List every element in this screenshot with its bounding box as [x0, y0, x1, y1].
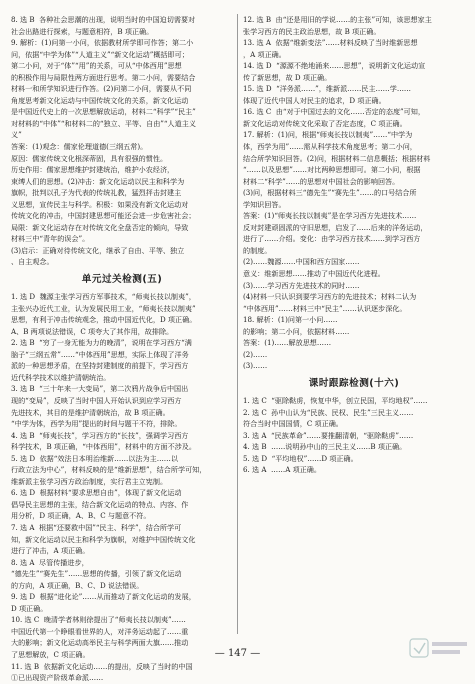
text-line: 束缚人们的思想。(2)冲击：新文化运动以民主和科学为	[11, 176, 185, 186]
text-line: 科学技术，B 项正确，“中体西用”，材料中的方面不涉及。	[11, 442, 196, 452]
watermark-logo-icon	[409, 636, 469, 662]
text-line: 第二小问，对于“体”“用”的关系，可从“中体西用”思想	[11, 61, 182, 71]
text-line: 近代科学技术以维护清朝统治。	[11, 372, 111, 382]
text-line: 9. 选 D 根据“进化论”……从而推动了新文化运动的发展，	[11, 592, 196, 602]
text-line: (3)……	[243, 361, 268, 371]
text-line: 先进技术，其目的是维护清朝统治，故 B 项正确。	[11, 407, 170, 417]
text-line: 6. 选 D 根据材料“要求思想自由”，体现了新文化运动	[11, 488, 182, 498]
text-line: 维新派主张学习西方政治制度，实行君主立宪制。	[11, 476, 168, 486]
text-line: 历史作用：儒家思想维护封建统治，维护小农经济，	[11, 165, 175, 175]
text-line: 9. 解析：(1)问第一小问，依据教材所学即可作答；第二小	[11, 38, 194, 48]
text-line: 答案：(1)“师夷长技以制夷”是在学习西方先进技术……	[243, 211, 417, 221]
right-bottom-text	[243, 395, 465, 476]
text-line: 现的“变局”，反映了当时中国人开始认识到应学习西方	[11, 395, 182, 405]
text-line: ，A 项正确。	[243, 49, 286, 59]
text-line: 角度思考新文化运动与中国传统文化的关系，新文化运动	[11, 95, 189, 105]
text-line: 旗帜，批判以孔子为代表的传统礼教，猛烈抨击封建主	[11, 188, 182, 198]
text-line: “德先生”“赛先生”……思想的传播，引领了新文化运动	[11, 569, 182, 579]
text-line: 5. 选 D “平均地权”……D 项正确。	[243, 453, 358, 463]
unit-test-heading: 单元过关检测(五)	[81, 274, 163, 286]
text-line: 材料二“科学”……的思想对中国社会的影响回答。	[243, 176, 400, 186]
text-line: 16. 选 C 由“对于中国过去的文化……否定的态度”可知，	[243, 107, 425, 117]
text-line: 材料三中“青年的误会”。	[11, 234, 90, 244]
text-line: 传了新思想，故 D 项正确。	[243, 72, 332, 82]
text-line: 学知识回答。	[243, 199, 286, 209]
text-line: D 项正确。	[11, 603, 48, 613]
text-line: 4. 选 B ……说明孙中山的三民主义……B 项正确。	[243, 442, 407, 452]
text-line: 4. 选 B “师夷长技”，学习西方的“长技”，强调学习西方	[11, 430, 189, 440]
text-line: 大的影响；新文化运动高举民主与科学两面大旗……推动	[11, 638, 189, 648]
text-line: 15. 选 D “洋务派……”，维新派……民主……学……	[243, 84, 412, 94]
text-line: (3)……学习西方先进技术的同时……	[243, 280, 360, 290]
text-line: 17. 解析：(1)问，根据“师夷长技以制夷”……“中学为	[243, 130, 413, 140]
text-line: 18. 解析：(1)问第一小问……	[243, 315, 338, 325]
text-line: 体，西学为用”……需从科学技术角度思考；第二小问，	[243, 142, 417, 152]
text-line: 7. 选 A 根据“还要救中国”“民主、科学”，结合所学可	[11, 522, 182, 532]
page-number: — 147 —	[214, 648, 261, 659]
text-line: 社会出路进行探索，与题意相符，B 项正确。	[11, 26, 154, 36]
text-line: 结合所学知识回答。(2)问，根据材料二信息概括；根据材料	[243, 153, 431, 163]
right-column	[243, 14, 465, 476]
text-line: 脑子“三纲五常”……“中体西用”思想，实际上体现了洋务	[11, 349, 189, 359]
text-line: 的制度。	[243, 245, 272, 255]
text-line: 反对封建顽固派的守旧思想，启发了……后来的洋务运动，	[243, 222, 428, 232]
text-line: (2)……	[243, 349, 268, 359]
text-line: 的方向，A 项正确，B、C、D 说法错误。	[11, 580, 144, 590]
text-line: A、B 两项说法错误，C 项夸大了其作用，故排除。	[11, 326, 174, 336]
text-line: 答案：(1)观念：儒家伦理道德(三纲五常)。	[11, 142, 148, 152]
text-line: 的积极作用与局限性两方面进行思考。第二小问，需要结合	[11, 72, 196, 82]
text-line: ①已出现资产阶级革命派……	[11, 673, 104, 683]
lesson-test-heading: 课时跟踪检测(十六)	[308, 377, 400, 389]
text-line: “中学为体，西学为用”提出的时间与题干不符，排除。	[11, 419, 182, 429]
text-line: 了思想解放，C 项正确。	[11, 649, 90, 659]
left-top-text	[11, 14, 233, 268]
text-line: 义”	[11, 130, 22, 140]
text-line: 材料一和所学知识进行作答。(2)问第二小问，需要从不同	[11, 84, 192, 94]
text-line: 传统文化的冲击，中国封建思想可能还会进一步危害社会；	[11, 211, 196, 221]
text-line: 3. 选 A “民族革命”……要推翻清朝，“驱除鞑虏”……	[243, 430, 414, 440]
text-line: 5. 选 D 依据“效法日本明治维新……以法为主……以	[11, 453, 178, 463]
text-line: “中体西用”……材料三中“民主”……认识逐步深化。	[243, 303, 407, 313]
text-line: 用分析，D 项正确，A、B、C 与题意不符。	[11, 511, 151, 521]
text-line: 新文化运动对传统文化采取了否定态度，C 项正确。	[243, 118, 407, 128]
text-line: “……以及思想”……对比两种思想即可。第二小问，根据	[243, 165, 421, 175]
text-line: 主张兴办近代工业，认为发展民用工业，“师夷长技以制夷”	[11, 303, 196, 313]
text-line: 答案：(1)……解放思想……	[243, 338, 332, 348]
text-line: 、自主观念。	[11, 257, 54, 267]
text-line: 对材料的“中体”“和材料二的“独立、平等、自由”“人道主义	[11, 118, 196, 128]
text-line: 义思想，宣传民主与科学。积极：如果没有新文化运动对	[11, 199, 189, 209]
text-line: 3. 选 B “三十年来一大变局”，第二次鸦片战争后中国出	[11, 384, 189, 394]
text-line: 进行了冲击，A 项正确。	[11, 546, 90, 556]
text-line: 2. 选 C 孙中山认为“民族、民权、民生”三民主义……	[243, 407, 414, 417]
text-line: 8. 选 A 尽管传播进步，	[11, 557, 89, 567]
text-line: 8. 选 B 各种社会思潮的出现，说明当时的中国迫切需要对	[11, 15, 196, 24]
text-line: 的影响；第二小问，依据材料……	[243, 326, 350, 336]
text-line: 原因：儒家传统文化根深蒂固，具有很强的惯性。	[11, 153, 168, 163]
text-line: 1. 选 D 魏源主张学习西方军事技术，“师夷长技以制夷”，	[11, 292, 196, 302]
text-line: 局限：新文化运动存在对传统文化全盘否定的倾向，导致	[11, 222, 189, 232]
text-line: (3)启示：正确对待传统文化，继承了自由、平等、独立	[11, 245, 185, 255]
text-line: 意义：维新思想……推动了中国近代化进程。	[243, 269, 385, 279]
text-line: (4)材料一只认识到要学习西方的先进技术；材料二认为	[243, 292, 417, 302]
text-line: 体现了近代中国人对民主的追求，D 项正确。	[243, 95, 386, 105]
text-line: 倡导民主思想的主张，结合新文化运动的特点、内容、作	[11, 499, 189, 509]
text-line: 14. 选 D “源源不绝地涌来……思想”，说明新文化运动宣	[243, 61, 426, 71]
text-line: 符合当时中国国情，C 项正确。	[243, 419, 343, 429]
text-line: 行政立法为中心”，材料反映的是“维新思想”，结合所学可知，	[11, 465, 207, 475]
text-line: 13. 选 A 依据“维新变法”……材料反映了当时维新思想	[243, 38, 418, 48]
text-line: 10. 选 C 晚清学者林则徐提出了“师夷长技以制夷”……	[11, 615, 186, 625]
text-line: 6. 选 A ……A 项正确。	[243, 465, 321, 475]
text-line: 问，依据“中学为体”“人道主义”“新文化运动”概括即可；	[11, 49, 189, 59]
text-line: (2)……魏源……中国和西方国家……	[243, 257, 360, 267]
text-line: 12. 选 B 由“还是用旧的学说……的主张”可知，该思想家主	[243, 15, 432, 24]
text-line: 知，新文化运动以民主和科学为旗帜，对维护中国传统文化	[11, 534, 196, 544]
text-line: 是中国近代史上的一次思想解放运动，材料二“科学”“民主”	[11, 107, 196, 117]
text-line: (3)问，根据材料三“德先生”“赛先生”……的口号结合所	[243, 188, 417, 198]
text-line: 派的一种思想矛盾，在坚持封建制度的前提下，学习西方	[11, 361, 189, 371]
text-line: 2. 选 B “穷了一身无能为力的晚清”，说明在学习西方“满	[11, 338, 192, 348]
text-line: 进行了……介绍。变化：由学习西方技术……到学习西方	[243, 234, 421, 244]
text-line: 1. 选 C “驱除鞑虏，恢复中华，创立民国，平均地权”……	[243, 395, 428, 405]
left-bottom-text	[11, 291, 233, 684]
text-line: 中国近代第一个睁眼看世界的人，对洋务运动起了……重	[11, 626, 189, 636]
column-divider	[237, 14, 238, 634]
text-line: 张学习西方的民主政治思想，故 B 项正确。	[243, 26, 381, 36]
text-line: 思想，有利于冲击传统观念，推动中国近代化，D 项正确。	[11, 315, 197, 325]
left-column	[11, 14, 233, 684]
text-line: 11. 选 B 依据新文化运动……的提出，反映了当时的中国	[11, 661, 193, 671]
right-top-text	[243, 14, 465, 372]
